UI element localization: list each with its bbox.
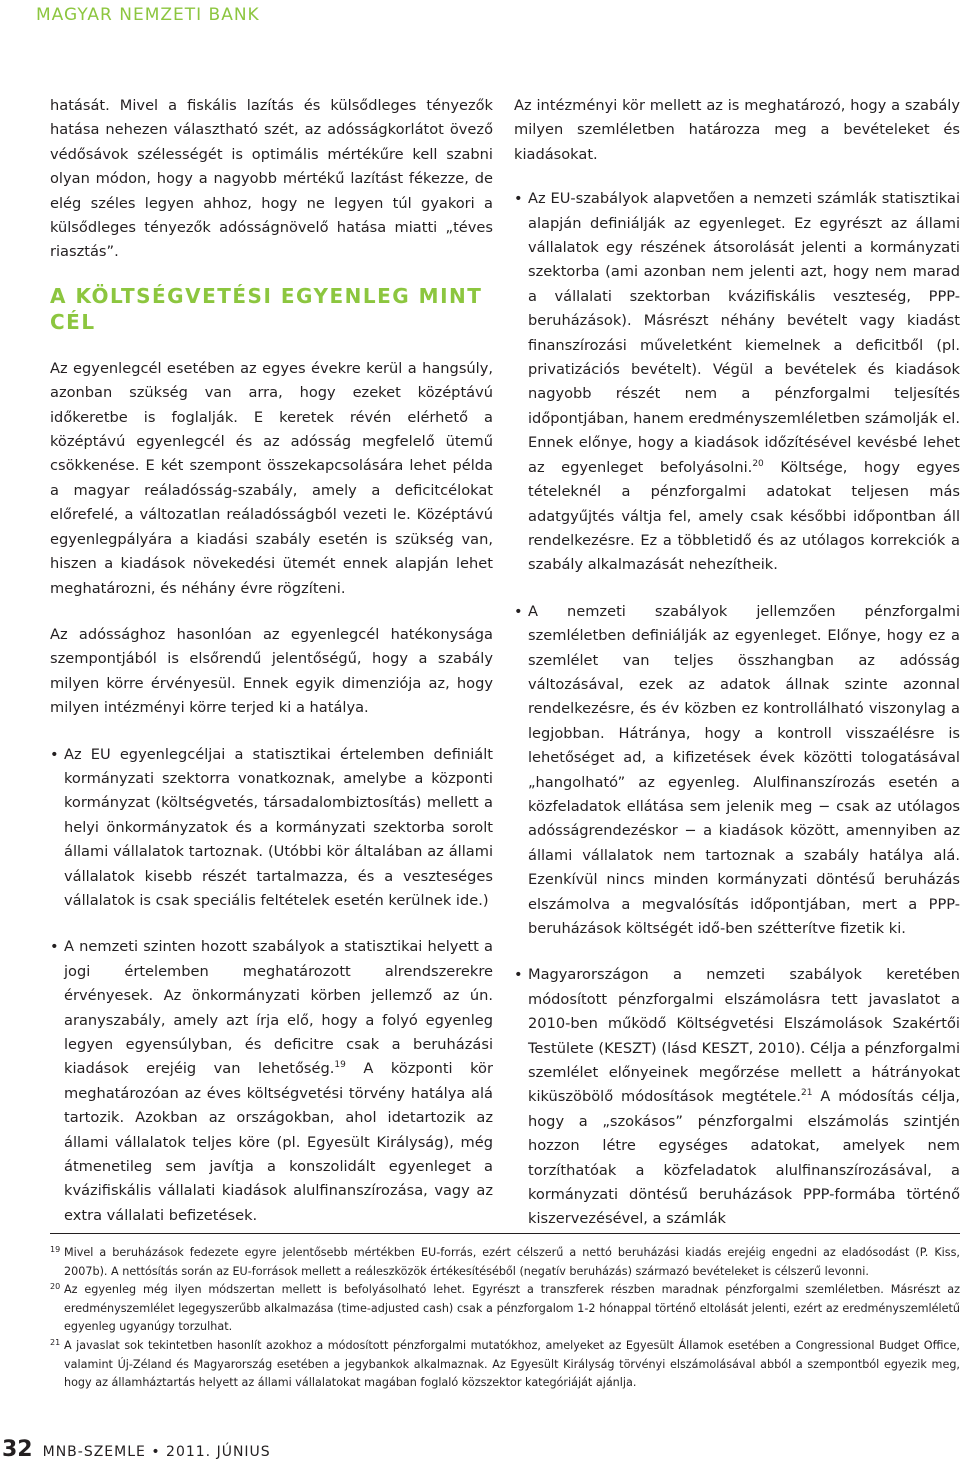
list-item-text: Az EU egyenlegcéljai a statisztikai értelemben definiált kormányzati szektorra vonatkoznak, amelybe a központi kormányzat (költségvetés, társadalombiztosítás) mellett a helyi önkormányzatok és a kormányzati szektorba sorolt állami vállalatok tartoznak. (Utóbbi kör általában az állami vállalatok kisebb részét tartalmazza, és a veszteséges vállalatok is csak speciális feltételek esetén kerülnek ide.) <box>64 745 493 909</box>
footnote <box>50 1281 960 1337</box>
list-item-text-part: Költsége, hogy egyes tételeknél a pénzforgalmi adatokat teljesen más adatgyűjtés váltja fel, amely csak későbbi időpontban áll rendelkezésre. Ez a többletidő és az utólagos korrekciók a szabály alkalmazását nehezítheik. <box>528 458 960 574</box>
bullet-icon: • <box>514 966 523 984</box>
body-paragraph: Az egyenlegcél esetében az egyes évekre kerül a hangsúly, azonban szükség van arra, hogy ezeket középtávú időkeretbe is foglalják. E keretek révén elérhető a középtávú egyenlegcél és az adósság megfelelő ütemű csökkenése. E két szempont összekapcsolására lehet példa a magyar reáladósság-szabály, amely a deficitcélokat előrefelé, a változatlan reáladósságból vezeti le. Középtávú egyenlegpályára a kiadási szabály esetén is szükség van, hiszen a kiadások növekedési ütemét ennek alapján lehet meghatározni, és néhány évre rögzíteni. <box>50 359 493 597</box>
body-paragraph: Az adóssághoz hasonlóan az egyenlegcél hatékonysága szempontjából is elsőrendű jelentőségű, hogy a szabály milyen körre érvényesül. Ennek egyik dimenziója az, hogy milyen intézményi körre terjed ki a hatálya. <box>50 625 493 717</box>
footnotes <box>50 1244 960 1393</box>
page-number: 32 <box>2 1437 33 1462</box>
list-item-text-part: A módosítás célja, hogy a „szokásos” pénzforgalmi elszámolás szintjén hozzon létre egységes adatokat, amelyek nem torzíthatóak a közfeladatok alulfinanszírozásával, a kormányzati döntésű beruházások PPP-formába történő kiszervezésével, a számlák <box>528 1088 960 1228</box>
footnote-text: Az egyenleg még ilyen módszertan mellett is befolyásolható lehet. Egyrészt a transzferek részben maradnak pénzforgalmi szemléletben. Másrészt az eredményszemlélet legegyszerűbb alkalmazása (time-adjusted cash) csak a pénzforgalom 1-2 hónappal történő eltolását jelenti, ezért az eredményszemléletű egyenleg ugyanúgy torzulhat. <box>64 1283 960 1334</box>
footnote <box>50 1337 960 1393</box>
list-item-text-part: Magyarországon a nemzeti szabályok keretében módosított pénzforgalmi elszámolásra tett javaslatot a 2010-ben működő Költségvetési Elszámolások Szakértői Testülete (KESZT) (lásd KESZT, 2010). Célja a pénzforgalmi szemlélet előnyeinek megőrzése mellett a hátrányokat kiküszöbölő módosítások megtétele. <box>528 966 960 1106</box>
page-footer <box>2 1437 271 1462</box>
intro-paragraph: hatását. Mivel a fiskális lazítás és külsődleges tényezők hatása nehezen választható szét, az adósságkorlátot övező védősávok szélességét is optimális mértékűre kell szabni olyan módon, hogy a nagyobb mértékű lazítást fékezze, de elég széles legyen ahhoz, hogy ne legyen túl gyakori a külsődleges tényezők adósságnövelő hatása miatti „téves riasztás”. <box>50 97 493 261</box>
list-item <box>514 600 960 942</box>
list-item <box>50 935 493 1228</box>
footnote-number: 20 <box>50 1282 61 1292</box>
bullet-list <box>50 743 493 1229</box>
footnote-number: 21 <box>50 1337 61 1347</box>
list-item-text-part: A nemzeti szinten hozott szabályok a statisztikai helyett a jogi értelemben meghatározott alrendszerekre érvényesek. Az önkormányzati körben jellemző az ún. aranyszabály, amely azt írja elő, hogy a folyó egyenleg legyen egyensúlyban, és deficitre csak a beruházási kiadások erejéig van lehetőség. <box>64 938 493 1078</box>
list-item-text-part: A központi kör meghatározóan az éves költségvetési törvény hatálya alá tartozik. Azokban az országokban, ahol idetartozik az állami vállalatok teljes köre (pl. Egyesült Királyság), még átmenetileg sem javítja a konszolidált egyenleget a kvázifiskális vállalati kiadások alulfinanszírozása, vagy az extra vállalati befizetések. <box>64 1060 493 1224</box>
footnote-ref: 19 <box>334 1060 346 1071</box>
footnote-ref: 20 <box>752 458 764 469</box>
footnote-ref: 21 <box>801 1088 813 1099</box>
list-item-text <box>528 187 960 578</box>
list-item-text <box>64 935 493 1228</box>
footnote-number: 19 <box>50 1245 61 1254</box>
footnote-text: Mivel a beruházások fedezete egyre jelentősebb mértékben EU-forrás, ezért célszerű a nettó beruházási kiadás erejéig engedni az eladósodást (P. Kiss, 2007b). A nettósítás során az EU-források mellett a reáleszközök értékesítéséből (negatív beruházás) származó bevételeket is célszerű levonni. <box>64 1246 960 1278</box>
list-item <box>514 963 960 1231</box>
bullet-list <box>514 187 960 1232</box>
list-item-text <box>528 963 960 1231</box>
brand-header: MAGYAR NEMZETI BANK <box>36 5 260 25</box>
left-column <box>50 94 493 1250</box>
list-item-text: A nemzeti szabályok jellemzően pénzforgalmi szemléletben definiálják az egyenleget. Előnye, hogy ez a szemlélet van teljes összhangban az adósság változásával, ezek az adatok állnak szinte azonnal rendelkezésre, és év közben ez kontrollálható viszonylag a legjobban. Hátránya, hogy a kontroll visszaélésre is lehetőséget ad, a kifizetések évek közötti tologatásával „hangolható” az egyenleg. Alulfinanszírozás esetén a közfeladatok ellátása sem jelenik meg − csak az utólagos adósságrendezéskor − a kiadások között, amennyiben az állami vállalatok nem tartoznak a szabály hatálya alá. Ezenkívül nincs minden kormányzati döntésű beruházás elszámolva a megvalósítás időpontjában, mert a PPP-beruházások költségét idő-ben szétterítve fizetik ki. <box>528 602 960 937</box>
footnote-text: A javaslat sok tekintetben hasonlít azokhoz a módosított pénzforgalmi mutatókhoz, amelyeket az Egyesült Államok esetében a Congressional Budget Office, valamint Új-Zéland és Magyarország esetében a jegybankok alkalmaznak. Az Egyesült Királyság törvényi elszámolásával abból a szempontból egyezik meg, hogy az államháztartás helyett az állami vállalatokat magában foglaló közszektor kategóriáját ajánlja. <box>64 1338 960 1390</box>
list-item-text-part: Az EU-szabályok alapvetően a nemzeti számlák statisztikai alapján definiálják az egyenleget. Ez egyrészt az állami vállalatok egy részének átsorolását jelenti a kormányzati szektorba (ami azonban nem jelenti azt, hogy nem marad a vállalati szektorban kvázifiskális veszteség, PPP-beruházások). Másrészt néhány bevételt vagy kiadást finanszírozási műveletként kiemelnek a deficitből (pl. privatizációs bevételt). Végül a bevételek és kiadások nagyobb részét nem a pénzforgalmi teljesítés időpontjában, hanem eredményszemléletben számolják el. Ennek előnye, hogy a kiadások időzítésével kevésbé lehet az egyenleget befolyásolni. <box>528 190 960 476</box>
intro-paragraph: Az intézményi kör mellett az is meghatározó, hogy a szabály milyen szemléletben határozza meg a bevételeket és kiadásokat. <box>514 97 960 163</box>
bullet-icon: • <box>514 602 523 620</box>
footnote <box>50 1244 960 1281</box>
list-item <box>50 743 493 914</box>
bullet-icon: • <box>50 938 59 956</box>
list-item <box>514 187 960 578</box>
bullet-icon: • <box>514 190 523 208</box>
right-column <box>514 94 960 1254</box>
section-title: A KÖLTSÉGVETÉSI EGYENLEG MINT CÉL <box>50 283 483 334</box>
bullet-icon: • <box>50 745 59 763</box>
footnote-divider <box>50 1233 960 1234</box>
journal-name: MNB-SZEMLE • 2011. JÚNIUS <box>42 1444 271 1460</box>
